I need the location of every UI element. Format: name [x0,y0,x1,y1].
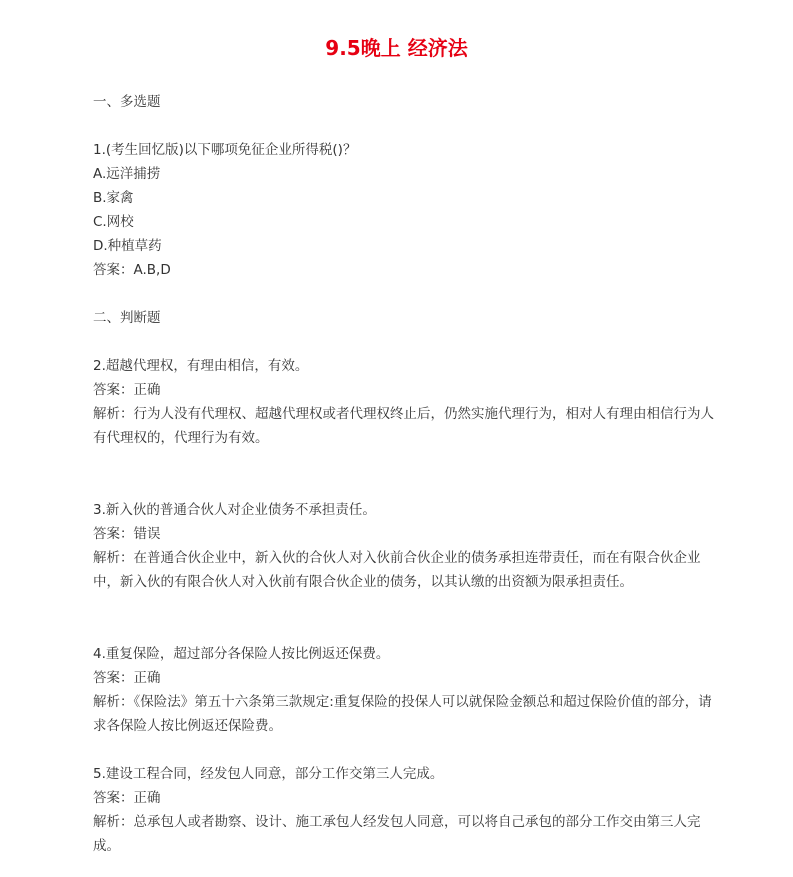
answer: 答案：错误 [93,526,161,542]
option: D.种植草药 [93,238,162,254]
answer: 答案：A.B,D [93,262,171,278]
question-text: 4.重复保险，超过部分各保险人按比例返还保费。 [93,646,390,662]
option: C.网校 [93,214,134,230]
analysis: 解析：行为人没有代理权、超越代理权或者代理权终止后，仍然实施代理行为，相对人有理由相信行为人有代理权的，代理行为有效。 [93,406,714,446]
section-heading: 二、判断题 [93,310,161,326]
analysis: 解析：总承包人或者勘察、设计、施工承包人经发包人同意，可以将自己承包的部分工作交由第三人完成。 [93,814,701,854]
question-text: 2.超越代理权，有理由相信，有效。 [93,358,309,374]
question-text: 3.新入伙的普通合伙人对企业债务不承担责任。 [93,502,376,518]
answer: 答案：正确 [93,382,161,398]
document-body [93,90,718,858]
option: B.家禽 [93,190,134,206]
option: A.远洋捕捞 [93,166,161,182]
question-text: 5.建设工程合同，经发包人同意，部分工作交第三人完成。 [93,766,444,782]
answer: 答案：正确 [93,670,161,686]
analysis: 解析：《保险法》第五十六条第三款规定:重复保险的投保人可以就保险金额总和超过保险价值的部分，请求各保险人按比例返还保险费。 [93,694,712,734]
section-heading: 一、多选题 [93,94,161,110]
question-text: 1.(考生回忆版)以下哪项免征企业所得税()？ [93,142,357,158]
analysis: 解析：在普通合伙企业中，新入伙的合伙人对入伙前合伙企业的债务承担连带责任，而在有限合伙企业中，新入伙的有限合伙人对入伙前有限合伙企业的债务，以其认缴的出资额为限承担责任。 [93,550,701,590]
page-title: 9.5晚上 经济法 [325,36,468,60]
answer: 答案：正确 [93,790,161,806]
